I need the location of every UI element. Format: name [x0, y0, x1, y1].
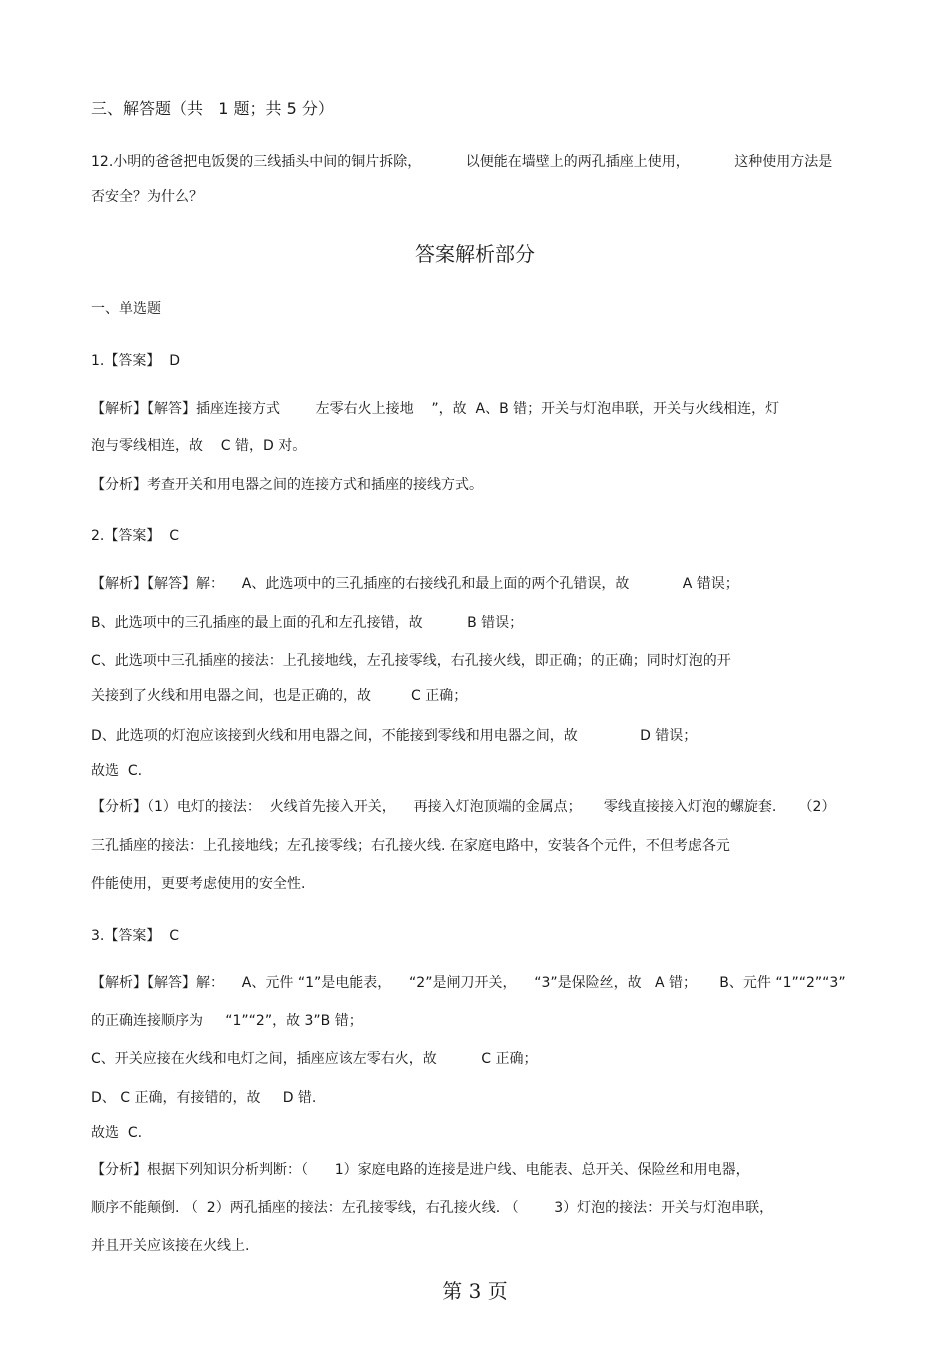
a1-answer: 1.【答案】 D	[91, 353, 181, 369]
section1-heading: 一、单选题	[91, 301, 161, 317]
a2-line-1: 【解析】【解答】解： A、此选项中的三孔插座的右接线孔和最上面的两个孔错误，故 A 错误；	[91, 576, 739, 592]
a2-line-4: 关接到了火线和用电器之间，也是正确的，故 C 正确；	[91, 688, 468, 704]
a3-line-3: C、开关应接在火线和电灯之间，插座应该左零右火，故 C 正确；	[91, 1051, 538, 1067]
a2-line-6: 故选 C.	[91, 763, 143, 779]
a3-line-6: 【分析】根据下列知识分析判断：（ 1）家庭电路的连接是进户线、电能表、总开关、保险丝和用电器，	[91, 1162, 750, 1178]
a2-line-2: B、此选项中的三孔插座的最上面的孔和左孔接错，故 B 错误；	[91, 615, 524, 631]
a2-line-5: D、此选项的灯泡应该接到火线和用电器之间，不能接到零线和用电器之间，故 D 错误；	[91, 728, 698, 744]
a3-line-5: 故选 C.	[91, 1125, 143, 1141]
a1-analysis: 【分析】考查开关和用电器之间的连接方式和插座的接线方式。	[91, 477, 483, 493]
a2-line-7: 【分析】（1）电灯的接法： 火线首先接入开关， 再接入灯泡顶端的金属点； 零线直接接入灯泡的螺旋套. （2）	[91, 799, 836, 815]
a1-explain-2: 泡与零线相连，故 C 错，D 对。	[91, 438, 307, 454]
q12-line-1: 12.小明的爸爸把电饭煲的三线插头中间的铜片拆除， 以便能在墙壁上的两孔插座上使用， 这种使用方法是	[91, 154, 833, 170]
a3-line-2: 的正确连接顺序为 “1”“2”，故 3”B 错；	[91, 1013, 363, 1029]
a2-line-9: 件能使用，更要考虑使用的安全性.	[91, 876, 306, 892]
q12-line-2: 否安全？为什么？	[91, 189, 203, 205]
section3-heading: 三、解答题（共 1 题；共 5 分）	[91, 99, 334, 118]
page-number: 第 3 页	[442, 1279, 508, 1303]
a2-line-3: C、此选项中三孔插座的接法：上孔接地线，左孔接零线，右孔接火线，即正确；的正确；同时灯泡的开	[91, 653, 731, 669]
a2-line-8: 三孔插座的接法：上孔接地线；左孔接零线；右孔接火线. 在家庭电路中，安装各个元件，不但考虑各元	[91, 838, 730, 854]
answers-title: 答案解析部分	[415, 242, 535, 266]
a3-line-4: D、 C 正确，有接错的，故 D 错.	[91, 1090, 317, 1106]
a3-line-8: 并且开关应该接在火线上.	[91, 1238, 250, 1254]
a1-explain-1: 【解析】【解答】插座连接方式 左零右火上接地 ”，故 A、B 错；开关与灯泡串联，开关与火线相连，灯	[91, 401, 780, 417]
a3-answer: 3.【答案】 C	[91, 928, 180, 944]
a3-line-7: 顺序不能颠倒. （ 2）两孔插座的接法：左孔接零线，右孔接火线. （ 3）灯泡的接法：开关与灯泡串联，	[91, 1200, 774, 1216]
a2-answer: 2.【答案】 C	[91, 528, 180, 544]
a3-line-1: 【解析】【解答】解： A、元件 “1”是电能表， “2”是闸刀开关， “3”是保险丝，故 A 错； B、元件 “1”“2”“3”	[91, 975, 846, 991]
